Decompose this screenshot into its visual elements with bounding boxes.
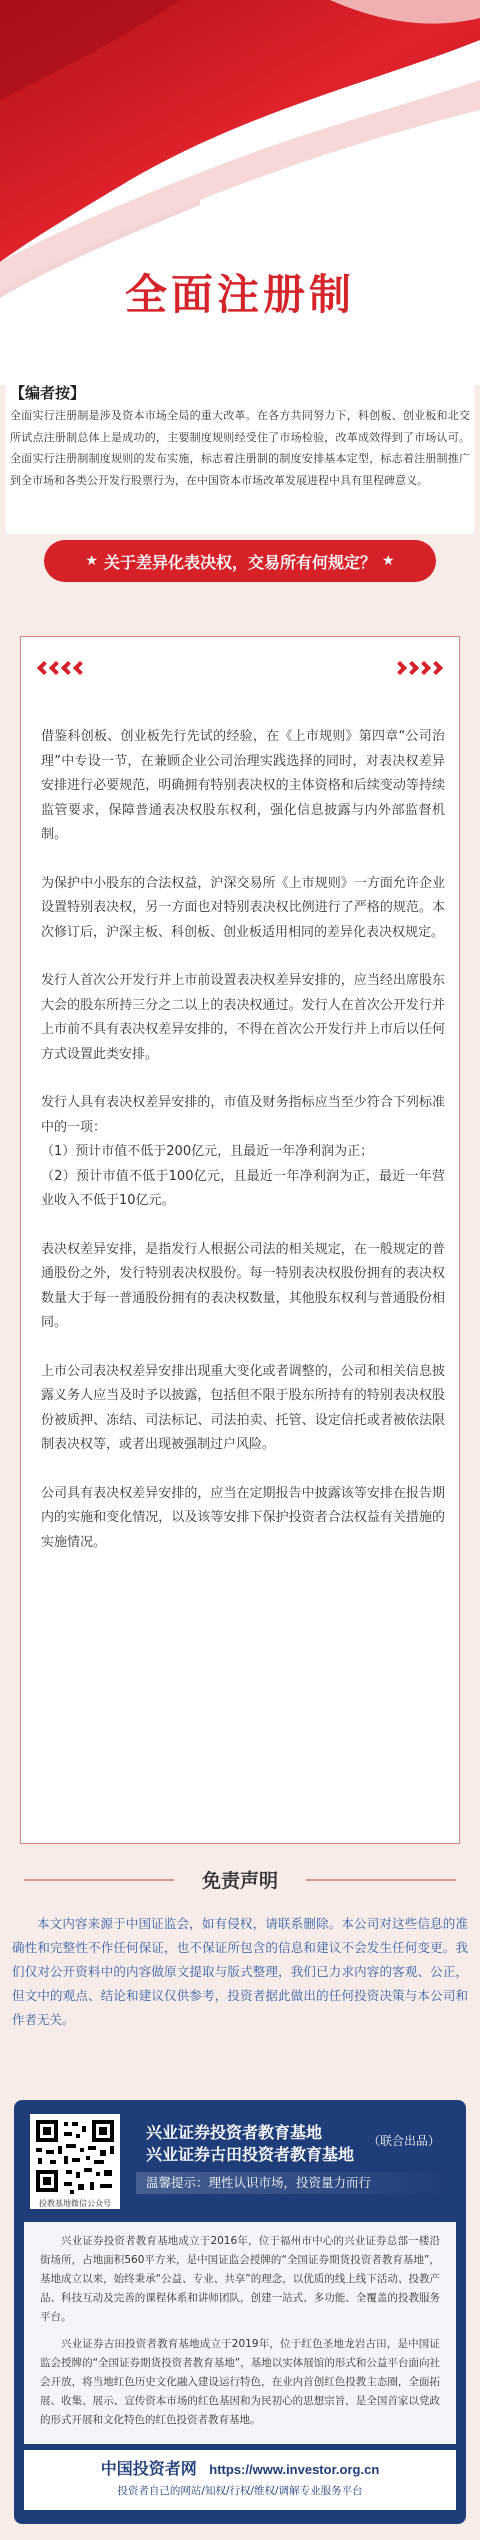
article-paragraph: 借鉴科创板、创业板先行先试的经验，在《上市规则》第四章“公司治理”中专设一节，在兼顾企业公司治理实践选择的同时，对表决权差异安排进行必要规范，明确拥有特别表决权的主体资格和后续变动等持续监管要求，保障普通表决权股东权利，强化信息披露与内外部监督机制。 bbox=[41, 729, 445, 842]
disclaimer-text: 本文内容来源于中国证监会，如有侵权，请联系删除。本公司对这些信息的准确性和完整性不作任何保证，也不保证所包含的信息和建议不会发生任何变更。我们仅对公开资料中的内容做原文提取与版式整理，我们已力求内容的客观、公正，但文中的观点、结论和建议仅供参考，投资者据此做出的任何投资决策与本公司和作者无关。 bbox=[12, 1916, 468, 2027]
joint-production-label: （联合出品） bbox=[368, 2134, 441, 2148]
card-body bbox=[24, 2222, 456, 2444]
qr-caption: 投教基地微信公众号 bbox=[30, 2198, 120, 2209]
page-title: 全面注册制 bbox=[124, 270, 355, 319]
base-name-secondary: 兴业证券古田投资者教育基地 bbox=[146, 2145, 355, 2164]
question-text: 关于差异化表决权，交易所有何规定？ bbox=[103, 552, 376, 572]
site-name: 中国投资者网 bbox=[100, 2459, 197, 2478]
star-icon: ★ bbox=[382, 553, 395, 569]
article-paragraph: 为保护中小股东的合法权益，沪深交易所《上市规则》一方面允许企业设置特别表决权，另一方面也对特别表决权比例进行了严格的规范。本次修订后，沪深主板、科创板、创业板适用相同的差异化表决权规定。 bbox=[41, 875, 445, 940]
site-row bbox=[24, 2456, 456, 2479]
qr-code-icon bbox=[30, 2114, 120, 2198]
chevron-right-icon bbox=[429, 661, 443, 675]
article-paragraph: 发行人具有表决权差异安排的，市值及财务指标应当至少符合下列标准中的一项： （1）预计市值不低于200亿元，且最近一年净利润为正； （2）预计市值不低于100亿元，且最近一年净利润为正，最近一年营业收入不低于10亿元。 bbox=[41, 1095, 445, 1208]
divider bbox=[306, 1879, 456, 1881]
warm-tip: 温馨提示：理性认识市场，投资量力而行 bbox=[136, 2172, 452, 2194]
editor-note bbox=[6, 382, 474, 534]
site-subtitle: 投资者自己的网站/知权/行权/维权/调解专业服务平台 bbox=[117, 2485, 363, 2497]
disclaimer-title: 免责声明 bbox=[201, 1870, 278, 1892]
article-paragraph: 表决权差异安排，是指发行人根据公司法的相关规定，在一般规定的普通股份之外，发行特别表决权股份。每一特别表决权股份拥有的表决权数量大于每一普通股份拥有的表决权数量，其他股东权利与普通股份相同。 bbox=[41, 1241, 445, 1330]
editor-note-heading: 【编者按】 bbox=[10, 384, 86, 402]
investor-site-banner[interactable] bbox=[24, 2450, 456, 2510]
base-name-primary: 兴业证券投资者教育基地 bbox=[146, 2123, 323, 2142]
editor-note-text: 全面实行注册制是涉及资本市场全局的重大改革。在各方共同努力下，科创板、创业板和北交所试点注册制总体上是成功的，主要制度规则经受住了市场检验，改革成效得到了市场认可。全面实行注册制制度规则的发布实施，标志着注册制的制度安排基本定型，标志着注册制推广到全市场和各类公开发行股票行为，在中国资本市场改革发展进程中具有里程碑意义。 bbox=[10, 409, 470, 487]
chevron-right-decoration bbox=[395, 663, 441, 673]
chevron-left-decoration bbox=[39, 663, 85, 673]
investor-education-card bbox=[14, 2100, 466, 2524]
article-box bbox=[20, 636, 460, 1844]
article-paragraph: 公司具有表决权差异安排的，应当在定期报告中披露该等安排在报告期内的实施和变化情况，以及该等安排下保护投资者合法权益有关措施的实施情况。 bbox=[41, 1485, 445, 1550]
star-icon: ★ bbox=[85, 553, 98, 569]
article-paragraph: 发行人首次公开发行并上市前设置表决权差异安排的，应当经出席股东大会的股东所持三分之二以上的表决权通过。发行人在首次公开发行并上市前不具有表决权差异安排的，不得在首次公开发行并上市后以任何方式设置此类安排。 bbox=[41, 973, 445, 1062]
card-paragraph: 兴业证券投资者教育基地成立于2016年，位于福州市中心的兴业证券总部一楼沿街场所，占地面积560平方米，是中国证监会授牌的“全国证券期货投资者教育基地”，基地成立以来，始终秉承“公益、专业、共享”的理念，以优质的线上线下活动、投教产品、科技互动及完善的课程体系和讲师团队，创建一站式、多功能、全覆盖的投教服务平台。 bbox=[40, 2235, 440, 2323]
card-header bbox=[14, 2100, 466, 2210]
site-url-link[interactable]: https://www.investor.org.cn bbox=[209, 2462, 380, 2477]
article-body bbox=[41, 725, 445, 1579]
card-paragraph: 兴业证券古田投资者教育基地成立于2019年，位于红色圣地龙岩古田，是中国证监会授牌的“全国证券期货投资者教育基地”，基地以实体展馆的形式和公益平台面向社会开放，将当地红色历史文化融入建设运行特色，在业内首创红色投教主态圈，全面拓展、收集、展示、宣传资本市场的红色基因和为民初心的思想宗旨，是全国首家以党政的形式开展和文化特色的红色投资者教育基地。 bbox=[40, 2338, 440, 2426]
red-ribbon-graphic bbox=[0, 0, 480, 385]
chevron-left-icon bbox=[73, 661, 87, 675]
disclaimer-header bbox=[0, 1860, 480, 1900]
question-banner bbox=[44, 540, 436, 582]
header-banner bbox=[0, 0, 480, 385]
qr-code bbox=[30, 2114, 120, 2206]
article-paragraph: 上市公司表决权差异安排出现重大变化或者调整的，公司和相关信息披露义务人应当及时予以披露，包括但不限于股东所持有的特别表决权股份被质押、冻结、司法标记、司法拍卖、托管、设定信托或者被依法限制表决权等，或者出现被强制过户风险。 bbox=[41, 1363, 445, 1452]
